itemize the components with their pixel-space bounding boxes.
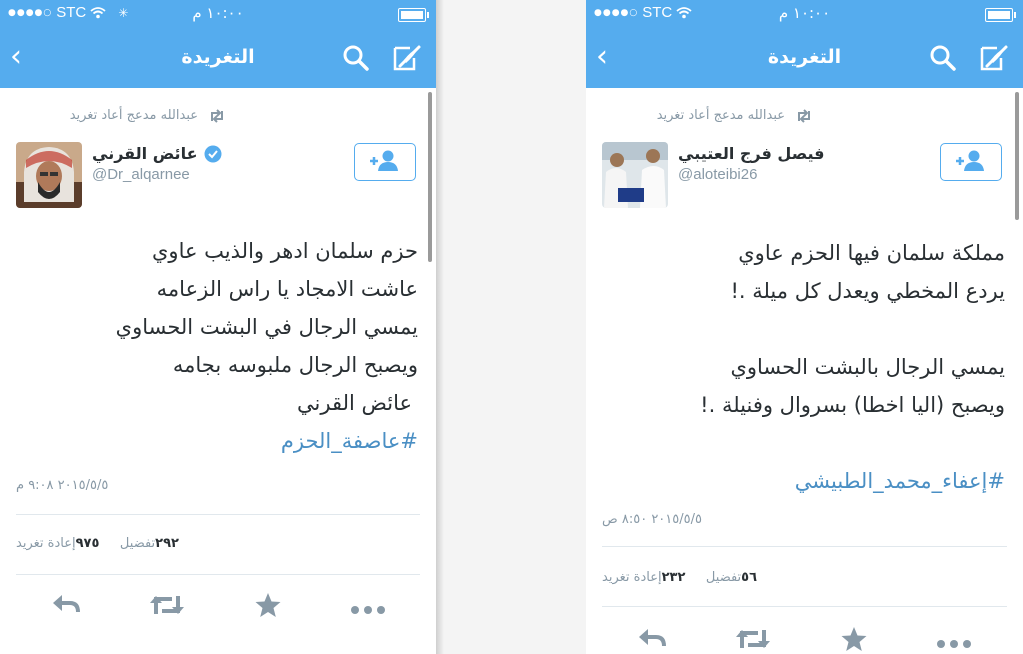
retweets-stat[interactable] [602,570,689,585]
tweet-screen-left [0,0,436,654]
avatar[interactable] [602,142,668,208]
reply-icon [636,626,668,650]
avatar-image [16,142,82,208]
avatar-image [602,142,668,208]
retweet-icon [148,592,186,618]
activity-icon: ✳ [118,5,129,20]
retweeted-by-label: عبدالله مدعج أعاد تغريد [656,108,785,123]
compose-icon [979,44,1009,72]
retweets-count: ٩٧٥ [75,536,100,551]
retweets-count: ٢٣٢ [661,570,686,585]
author-name[interactable]: عائض القرني [92,144,198,163]
carrier-label: STC [642,4,673,21]
tweet-line: مملكة سلمان فيها الحزم عاوي [738,241,1005,265]
verified-icon [204,145,222,163]
tweet-line: حزم سلمان ادهر والذيب عاوي [152,239,418,263]
clock: ١٠:٠٠ م [778,4,831,22]
compose-icon [392,44,422,72]
search-icon [342,44,370,72]
status-bar [586,4,1023,26]
chevron-left-icon: ‹ [10,39,22,74]
more-icon [936,639,972,649]
favorite-icon [254,592,282,618]
author-name-row[interactable] [678,144,824,163]
retweet-button[interactable] [148,592,186,622]
author-name-row[interactable] [92,144,222,163]
more-icon [350,605,386,615]
favorites-stat[interactable] [120,536,183,551]
search-button[interactable] [929,44,957,76]
signal-icon: ●●●●○ [8,7,53,18]
tweet-line: يمسي الرجال في البشت الحساوي [115,315,418,339]
tweet-screen-right [586,0,1023,654]
favorites-stat[interactable] [706,570,761,585]
tweet-actions [0,592,436,622]
tweet-line: عاشت الامجاد يا راس الزعامه [156,277,418,301]
retweets-label: إعادة تغريد [16,536,76,551]
top-bar [586,0,1023,88]
retweeted-by-label: عبدالله مدعج أعاد تغريد [69,108,198,123]
hashtag-link[interactable]: #إعفاء_محمد_الطبيشي [794,469,1005,493]
tweet-stats [602,570,761,585]
avatar[interactable] [16,142,82,208]
tweet-line: ويصبح (اليا اخطا) بسروال وفنيلة .! [700,393,1005,417]
separator [436,0,444,654]
favorite-button[interactable] [254,592,282,622]
compose-button[interactable] [979,44,1009,76]
search-button[interactable] [342,44,370,76]
scrollbar[interactable] [428,92,432,262]
signal-icon: ●●●●○ [594,7,639,18]
retweet-context [70,108,226,123]
retweets-label: إعادة تغريد [602,570,662,585]
status-bar [0,4,436,26]
more-button[interactable] [350,600,386,619]
compose-button[interactable] [392,44,422,76]
retweet-icon [208,109,226,123]
spacer [605,424,1005,462]
tweet-text [18,232,418,460]
retweet-icon [734,626,772,652]
follow-icon [941,144,1000,179]
favorites-label: تفضيل [119,536,156,551]
favorites-count: ٥٦ [741,570,758,585]
author-name[interactable]: فيصل فرج العتيبي [678,144,825,163]
retweets-stat[interactable] [16,536,103,551]
hashtag-link[interactable]: #عاصفة_الحزم [280,429,418,453]
scrollbar[interactable] [1015,92,1019,220]
retweet-icon [795,109,813,123]
author-handle[interactable]: @aloteibi26 [678,166,758,183]
favorites-label: تفضيل [705,570,742,585]
follow-icon [355,144,414,179]
reply-button[interactable] [50,592,82,620]
page-title: التغريدة [767,46,842,68]
tweet-text [605,234,1005,500]
tweet-actions [586,626,1023,654]
battery-icon [398,8,426,22]
battery-icon [985,8,1013,22]
follow-button[interactable] [354,143,416,181]
tweet-line [605,310,1005,348]
more-button[interactable] [936,634,972,653]
timestamp: ٢٠١٥/٥/٥ ٨:٥٠ ص [602,512,702,527]
tweet-line: يمسي الرجال بالبشت الحساوي [730,355,1005,379]
tweet-line: ويصبح الرجال ملبوسه بجامه [172,353,418,377]
divider [602,606,1007,607]
page-title: التغريدة [181,46,255,68]
tweet-line: عائض القرني [297,391,412,415]
search-icon [929,44,957,72]
tweet-line: يردع المخطي ويعدل كل ميلة .! [730,279,1005,303]
follow-button[interactable] [940,143,1002,181]
divider [16,514,420,515]
favorite-button[interactable] [840,626,868,654]
clock: ١٠:٠٠ م [192,4,244,22]
top-bar [0,0,436,88]
tweet-stats [16,536,183,551]
timestamp: ٢٠١٥/٥/٥ ٩:٠٨ م [16,478,109,493]
chevron-left-icon: ‹ [596,39,608,74]
divider [602,546,1007,547]
favorite-icon [840,626,868,652]
favorites-count: ٢٩٢ [155,536,179,551]
author-handle[interactable]: @Dr_alqarnee [92,166,190,183]
reply-icon [50,592,82,616]
carrier-label: STC [56,4,87,21]
retweet-context [657,108,813,123]
reply-button[interactable] [636,626,668,654]
retweet-button[interactable] [734,626,772,654]
divider [16,574,420,575]
